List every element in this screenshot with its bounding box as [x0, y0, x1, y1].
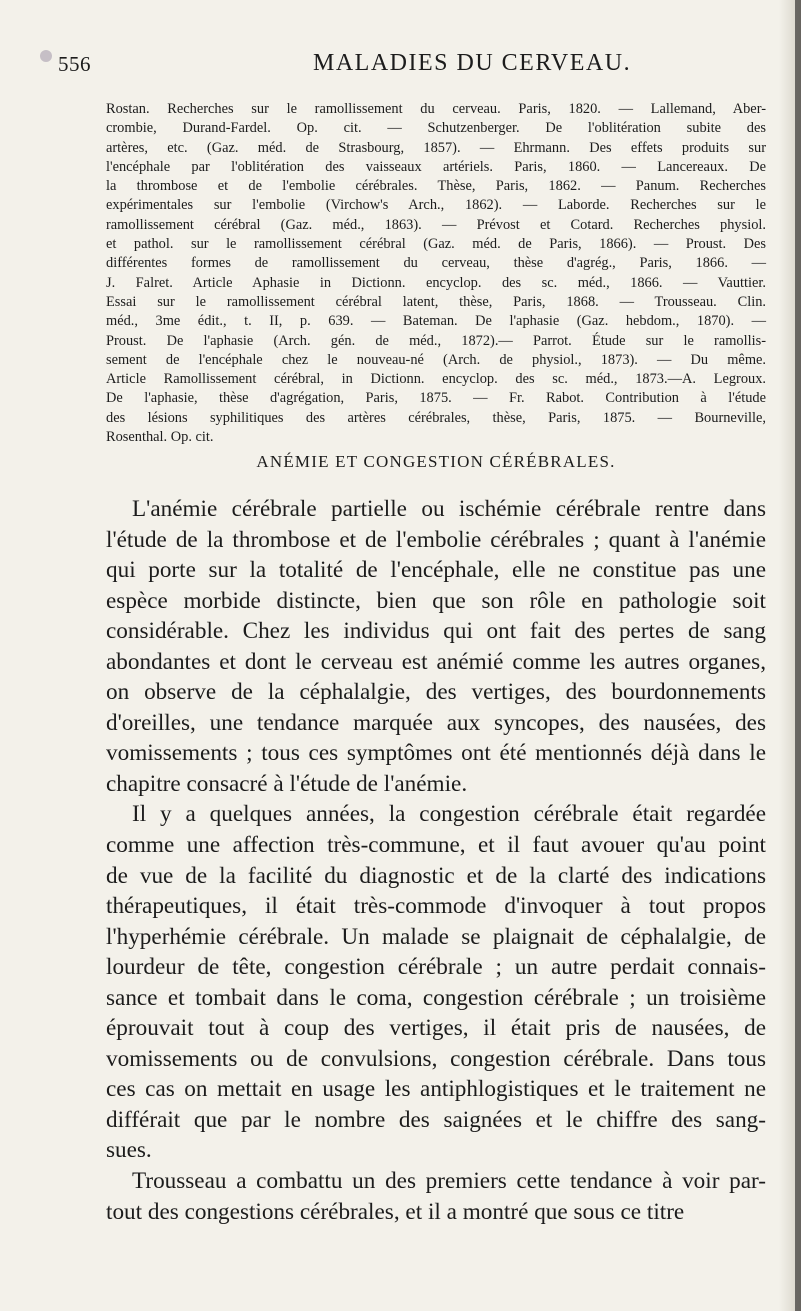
- bibliography-line: Article Ramollissement cérébral, in Dictionn. encyclop. des sc. méd., 1873.—A. Legroux.: [106, 371, 766, 388]
- bibliography-line: Rosenthal. Op. cit.: [106, 429, 214, 446]
- bibliography-line: J. Falret. Article Aphasie in Dictionn. encyclop. des sc. méd., 1866. — Vauttier.: [106, 274, 766, 291]
- body-line: lourdeur de tête, congestion cérébrale ; un autre perdait connais-: [106, 954, 766, 981]
- body-line: l'hyperhémie cérébrale. Un malade se plaignait de céphalalgie, de: [106, 923, 766, 950]
- body-line: ces cas on mettait en usage les antiphlogistiques et le traitement ne: [106, 1076, 766, 1103]
- bibliography-line: crombie, Durand-Fardel. Op. cit. — Schutzenberger. De l'oblitération subite des: [106, 120, 766, 137]
- body-line: sues.: [106, 1137, 152, 1164]
- body-line: L'anémie cérébrale partielle ou ischémie cérébrale rentre dans: [132, 496, 766, 522]
- body-line: vomissements ou de convulsions, congestion cérébrale. Dans tous: [106, 1045, 766, 1072]
- body-line: qui porte sur la totalité de l'encéphale, elle ne constitue pas une: [106, 557, 766, 584]
- bibliography-line: l'encéphale par l'oblitération des vaisseaux artériels. Paris, 1860. — Lancereaux. De: [106, 158, 766, 175]
- bibliography-line: Essai sur le ramollissement cérébral latent, thèse, Paris, 1868. — Trousseau. Clin.: [106, 293, 766, 310]
- body-line: sance et tombait dans le coma, congestion cérébrale ; un troisième: [106, 984, 766, 1011]
- body-line: l'étude de la thrombose et de l'embolie cérébrales ; quant à l'anémie: [106, 526, 766, 553]
- body-line: éprouvait tout à coup des vertiges, il était pris de nausées, de: [106, 1015, 766, 1042]
- bibliography-line: De l'aphasie, thèse d'agrégation, Paris, 1875. — Fr. Rabot. Contribution à l'étude: [106, 390, 766, 407]
- body-line: de vue de la facilité du diagnostic et de la clarté des indications: [106, 862, 766, 889]
- body-line: vomissements ; tous ces symptômes ont été mentionnés déjà dans le: [106, 740, 766, 767]
- body-line: d'oreilles, une tendance marquée aux syncopes, des nausées, des: [106, 709, 766, 736]
- bibliography-line: différentes formes de ramollissement du cerveau, thèse d'agrég., Paris, 1866. —: [106, 255, 766, 272]
- body-line: Trousseau a combattu un des premiers cette tendance à voir par-: [132, 1168, 766, 1195]
- running-head: MALADIES DU CERVEAU.: [313, 50, 632, 76]
- body-line: abondantes et dont le cerveau est anémié comme les autres organes,: [106, 648, 766, 675]
- body-line: chapitre consacré à l'étude de l'anémie.: [106, 770, 468, 797]
- ink-spot: [40, 50, 52, 62]
- body-text: [106, 494, 766, 1227]
- page-number: 556: [58, 52, 91, 76]
- body-line: considérable. Chez les individus qui ont fait des pertes de sang: [106, 618, 766, 645]
- body-line: on observe de la céphalalgie, des vertiges, des bourdonnements: [106, 679, 766, 706]
- body-line: tout des congestions cérébrales, et il a montré que sous ce titre: [106, 1198, 685, 1225]
- body-line: comme une affection très-commune, et il faut avouer qu'au point: [106, 832, 766, 859]
- section-title: ANÉMIE ET CONGESTION CÉRÉBRALES.: [256, 452, 616, 471]
- bibliography-line: méd., 3me édit., t. II, p. 639. — Bateman. De l'aphasie (Gaz. hebdom., 1870). —: [106, 313, 766, 330]
- bibliography-line: et pathol. sur le ramollissement cérébral (Gaz. méd. de Paris, 1866). — Proust. Des: [106, 236, 766, 253]
- body-line: espèce morbide distincte, bien que son rôle en pathologie soit: [106, 587, 766, 614]
- bibliography-line: Proust. De l'aphasie (Arch. gén. de méd., 1872).— Parrot. Étude sur le ramollis-: [106, 332, 766, 349]
- page-edge: [795, 0, 801, 1311]
- bibliography-line: sement de l'encéphale chez le nouveau-né (Arch. de physiol., 1873). — Du même.: [106, 351, 766, 368]
- page-header: [58, 48, 758, 88]
- bibliography-line: artères, etc. (Gaz. méd. de Strasbourg, 1857). — Ehrmann. Des effets produits sur: [106, 139, 766, 156]
- body-line: Il y a quelques années, la congestion cérébrale était regardée: [132, 801, 766, 828]
- body-line: différait que par le nombre des saignées et le chiffre des sang-: [106, 1106, 766, 1133]
- bibliography-line: expérimentales sur l'embolie (Virchow's Arch., 1862). — Laborde. Recherches sur le: [106, 197, 766, 214]
- bibliography-line: des lésions syphilitiques des artères cérébrales, thèse, Paris, 1875. — Bourneville,: [106, 409, 766, 426]
- bibliography-block: [106, 100, 766, 447]
- bibliography-line: la thrombose et de l'embolie cérébrales. Thèse, Paris, 1862. — Panum. Recherches: [106, 178, 766, 195]
- bibliography-line: Rostan. Recherches sur le ramollissement du cerveau. Paris, 1820. — Lallemand, Aber-: [106, 101, 766, 117]
- bibliography-line: ramollissement cérébral (Gaz. méd., 1863). — Prévost et Cotard. Recherches physiol.: [106, 216, 766, 233]
- body-line: thérapeutiques, il était très-commode d'invoquer à tout propos: [106, 893, 766, 920]
